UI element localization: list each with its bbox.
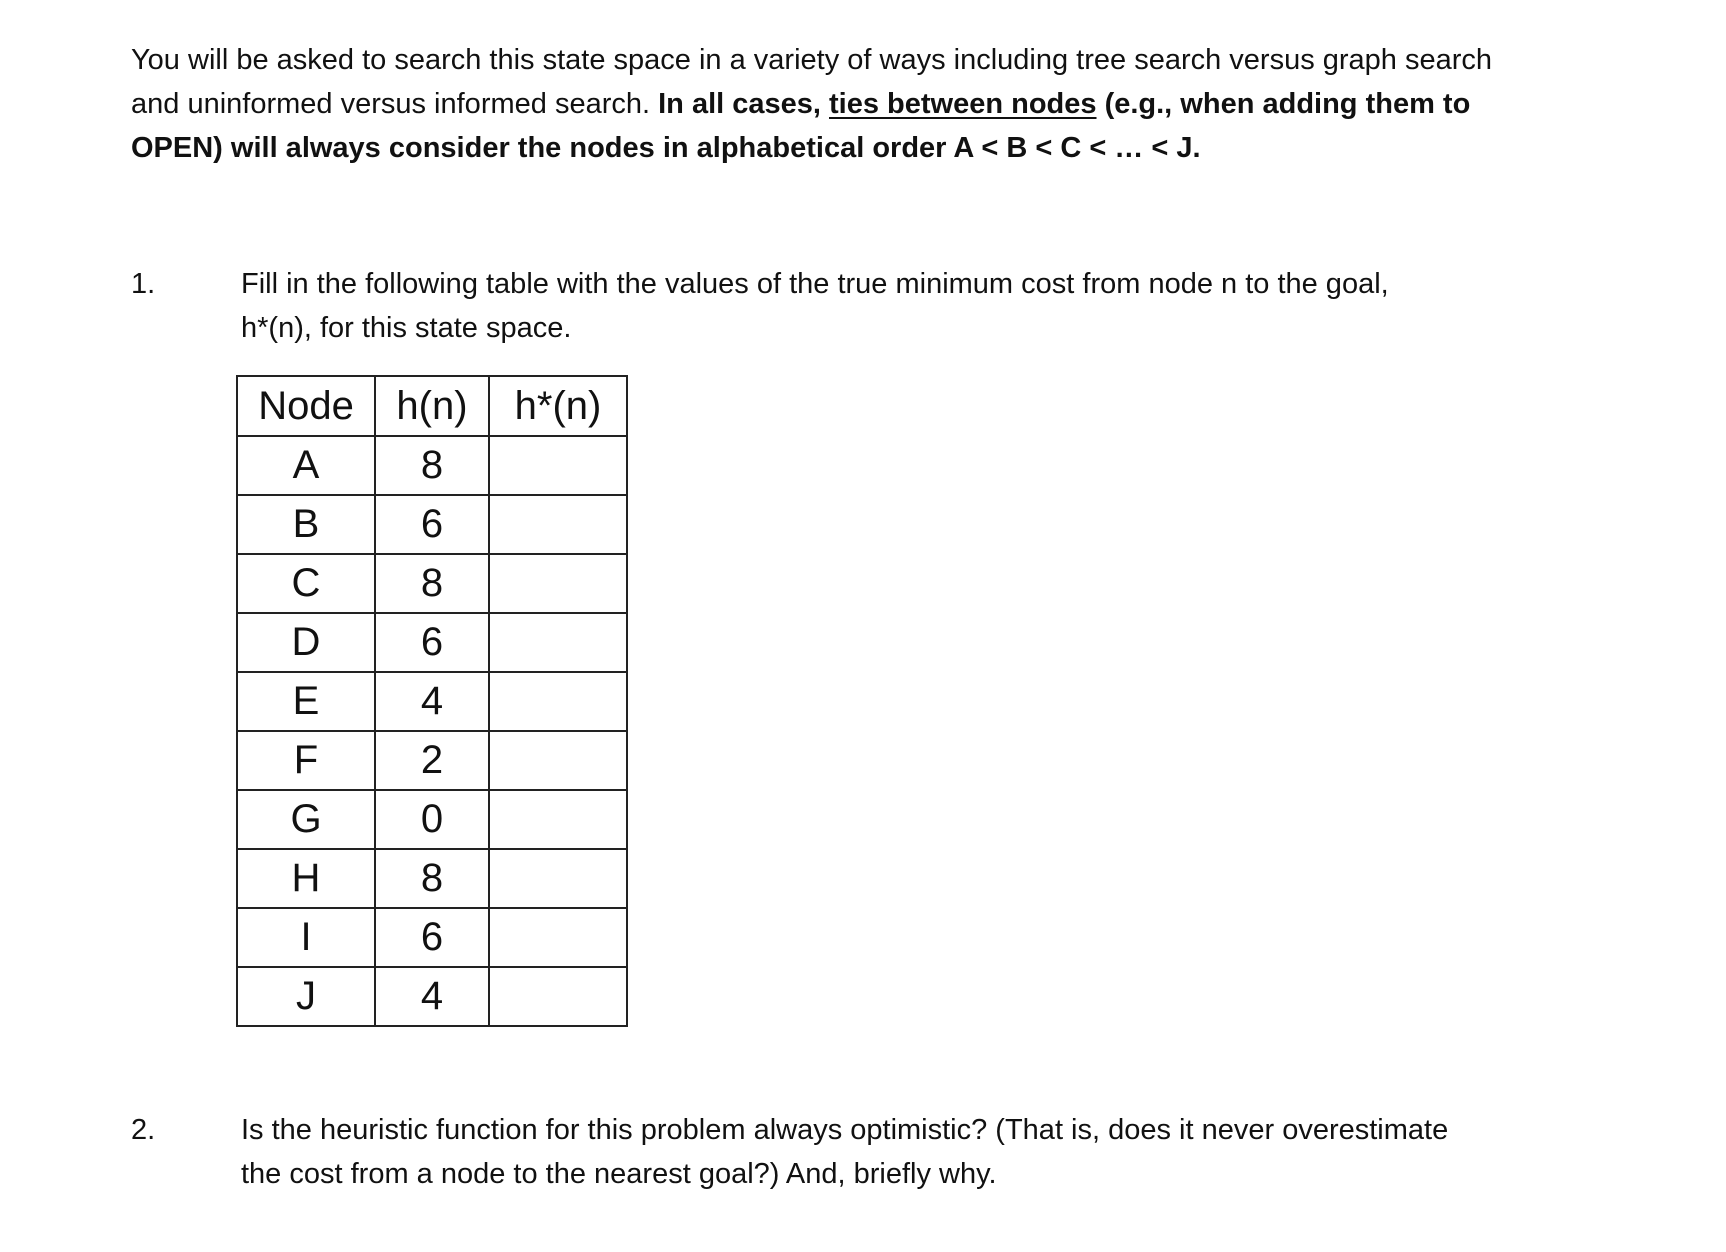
table-row [237, 554, 627, 613]
table-row [237, 790, 627, 849]
h-cell: 4 [375, 672, 489, 731]
table-header-row [237, 376, 627, 436]
question-2-line-1: Is the heuristic function for this problem always optimistic? (That is, does it never overestimate [241, 1114, 1449, 1146]
intro-line-3: OPEN) will always consider the nodes in alphabetical order A < B < C < … < J. [131, 132, 1201, 164]
node-cell: E [237, 672, 375, 731]
header-hstar: h*(n) [489, 376, 627, 436]
heuristic-table [236, 375, 628, 1027]
hstar-cell[interactable] [489, 790, 627, 849]
table-row [237, 613, 627, 672]
intro-line-2-bold: In all cases, [658, 88, 829, 120]
h-cell: 6 [375, 908, 489, 967]
hstar-cell[interactable] [489, 613, 627, 672]
hstar-cell[interactable] [489, 495, 627, 554]
intro-line-2-plain: and uninformed versus informed search. [131, 88, 659, 120]
h-cell: 0 [375, 790, 489, 849]
intro-line-2-bold-end: (e.g., when adding them to [1096, 88, 1471, 120]
intro-line-1: You will be asked to search this state space in a variety of ways including tree search versus graph search [131, 44, 1493, 76]
table-row [237, 495, 627, 554]
question-2-text [241, 1108, 1641, 1196]
table-row [237, 731, 627, 790]
table-row [237, 908, 627, 967]
h-cell: 6 [375, 495, 489, 554]
node-cell: D [237, 613, 375, 672]
node-cell: I [237, 908, 375, 967]
node-cell: A [237, 436, 375, 495]
h-cell: 4 [375, 967, 489, 1026]
intro-line-2-underline: ties between nodes [829, 88, 1097, 120]
hstar-cell[interactable] [489, 967, 627, 1026]
hstar-cell[interactable] [489, 908, 627, 967]
table-row [237, 436, 627, 495]
node-cell: G [237, 790, 375, 849]
h-cell: 8 [375, 849, 489, 908]
hstar-cell[interactable] [489, 849, 627, 908]
question-1-line-1: Fill in the following table with the values of the true minimum cost from node n to the goal, [241, 268, 1389, 300]
header-node: Node [237, 376, 375, 436]
question-2-number: 2. [131, 1114, 156, 1146]
h-cell: 8 [375, 436, 489, 495]
header-h: h(n) [375, 376, 489, 436]
hstar-cell[interactable] [489, 672, 627, 731]
hstar-cell[interactable] [489, 731, 627, 790]
table-row [237, 967, 627, 1026]
h-cell: 6 [375, 613, 489, 672]
table-row [237, 672, 627, 731]
h-cell: 8 [375, 554, 489, 613]
hstar-cell[interactable] [489, 436, 627, 495]
node-cell: J [237, 967, 375, 1026]
node-cell: F [237, 731, 375, 790]
node-cell: B [237, 495, 375, 554]
question-1-text [241, 262, 1641, 350]
table-row [237, 849, 627, 908]
question-2-line-2: the cost from a node to the nearest goal?) And, briefly why. [241, 1158, 997, 1190]
node-cell: C [237, 554, 375, 613]
question-1-line-2: h*(n), for this state space. [241, 312, 572, 344]
hstar-cell[interactable] [489, 554, 627, 613]
intro-paragraph [131, 38, 1631, 170]
h-cell: 2 [375, 731, 489, 790]
node-cell: H [237, 849, 375, 908]
question-1-number: 1. [131, 268, 156, 300]
intro-line-2 [131, 82, 1631, 126]
